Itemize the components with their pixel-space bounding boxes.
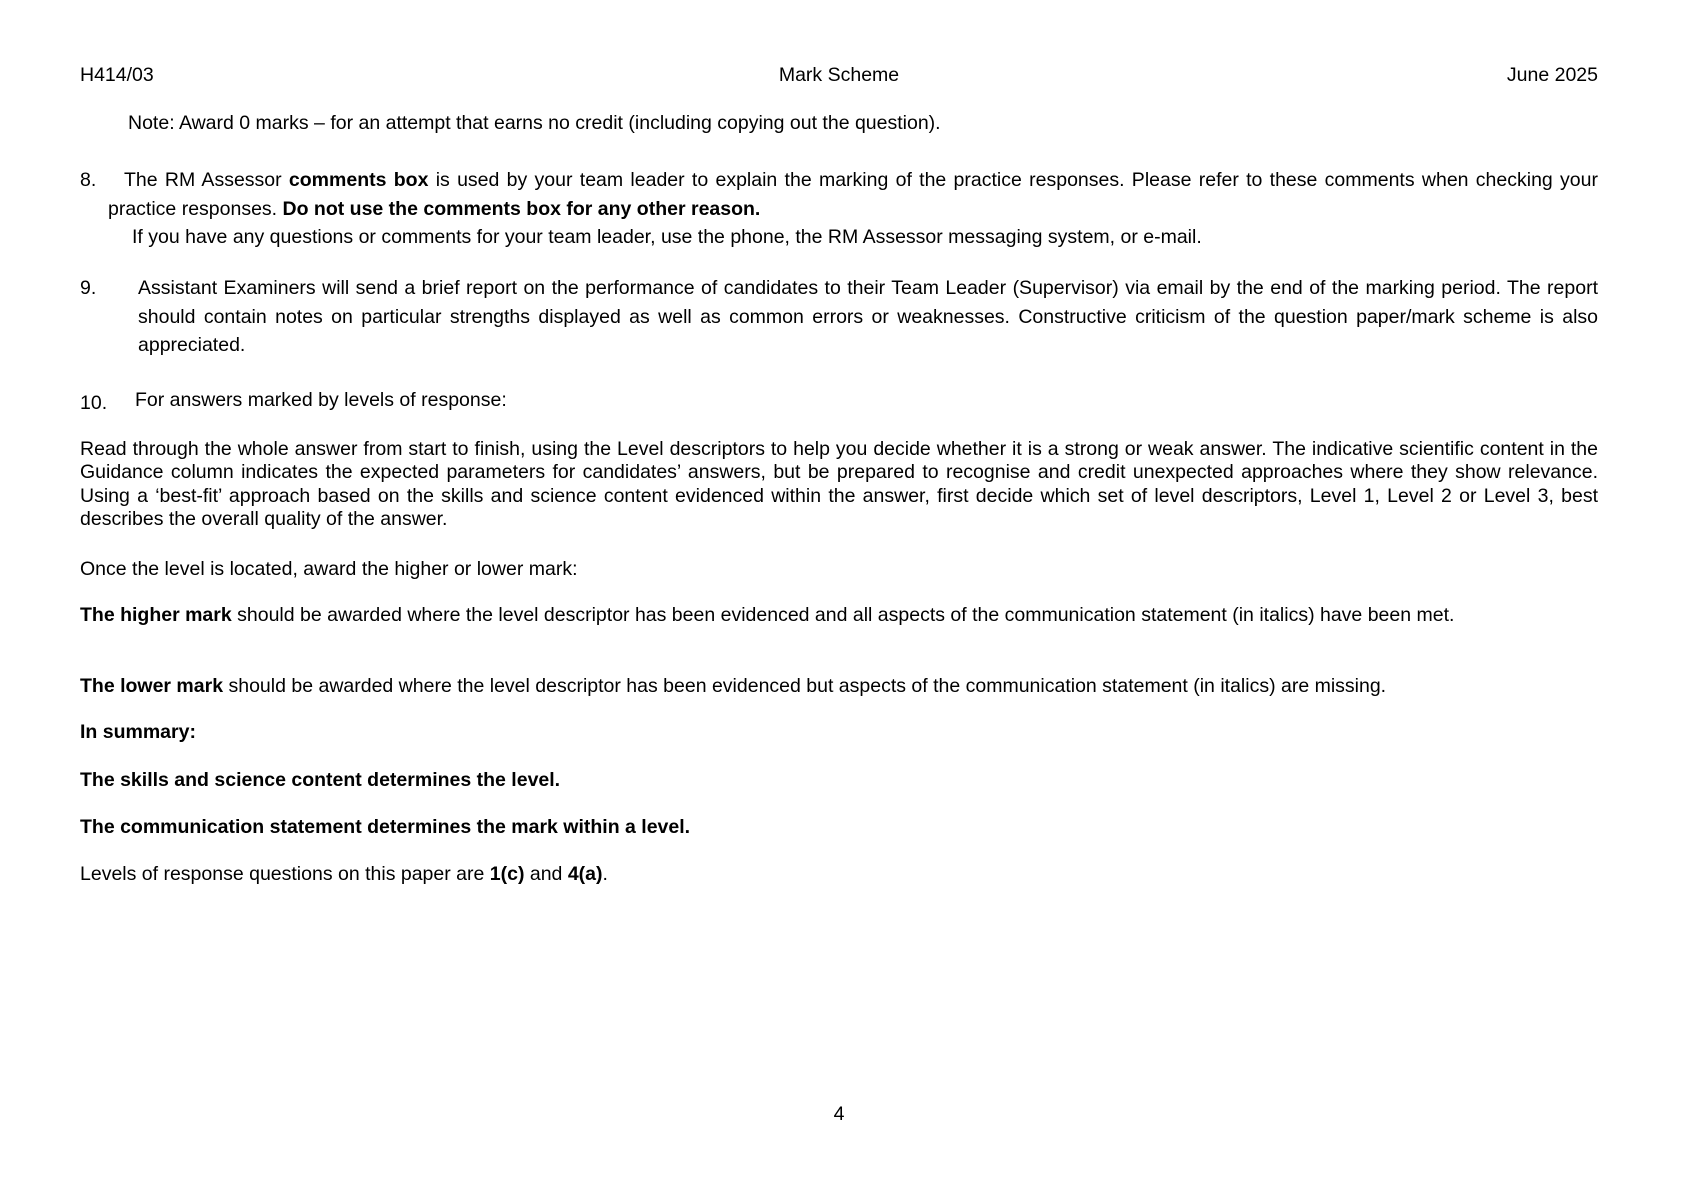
page-number: 4 bbox=[833, 1103, 845, 1125]
note-line: Note: Award 0 marks – for an attempt that earns no credit (including copying out the question). bbox=[128, 112, 941, 134]
item-body bbox=[138, 274, 1598, 360]
text-run: should be awarded where the level descriptor has been evidenced but aspects of the communication statement (in italics) are missing. bbox=[223, 675, 1387, 697]
text-run: and bbox=[524, 863, 568, 885]
read-through-paragraph: Read through the whole answer from start to finish, using the Level descriptors to help you decide whether it is a strong or weak answer. The indicative scientific content in the Guidance column indicates the expected parameters for candidates’ answers, but be prepared to recognise and credit unexpected approaches where they show relevance. Using a ‘best-fit’ approach based on the skills and science content evidenced within the answer, first decide which set of level descriptors, Level 1, Level 2 or Level 3, best describes the overall quality of the answer. bbox=[80, 438, 1598, 530]
once-level-located-line: Once the level is located, award the higher or lower mark: bbox=[80, 558, 578, 580]
text-run: . bbox=[602, 863, 608, 885]
bold-run: 1(c) bbox=[489, 863, 525, 885]
text-run: Levels of response questions on this paper are bbox=[80, 863, 490, 885]
item-9-paragraph: Assistant Examiners will send a brief report on the performance of candidates to their Team Leader (Supervisor) via email by the end of the marking period. The report should contain notes on particular strengths displayed as well as common errors or weaknesses. Constructive criticism of the question paper/mark scheme is also appreciated. bbox=[138, 277, 1598, 356]
doc-title: Mark Scheme bbox=[778, 64, 900, 86]
bold-run: 4(a) bbox=[567, 863, 603, 885]
text-run: should be awarded where the level descriptor has been evidenced and all aspects of the communication statement (in italics) have been met. bbox=[231, 604, 1455, 626]
numbered-item-9 bbox=[80, 274, 1598, 360]
item-8-paragraph bbox=[108, 166, 1598, 223]
text-run: is used by your team leader to explain the marking of the practice responses. Please refer to these comments when checking your practice responses. bbox=[108, 169, 1598, 220]
doc-code: H414/03 bbox=[80, 64, 154, 86]
numbered-item-8 bbox=[80, 166, 1598, 252]
numbered-item-10 bbox=[80, 389, 1598, 418]
item-number: 10. bbox=[80, 392, 108, 414]
bold-run: Do not use the comments box for any other reason. bbox=[282, 197, 761, 220]
bold-run: comments box bbox=[288, 169, 429, 191]
text-run: The RM Assessor bbox=[124, 169, 289, 191]
levels-of-response-line bbox=[80, 863, 1598, 886]
bold-run: The higher mark bbox=[80, 604, 232, 626]
higher-mark-paragraph bbox=[80, 604, 1598, 627]
item-8-extra-line: If you have any questions or comments for your team leader, use the phone, the RM Assessor messaging system, or e-mail. bbox=[132, 226, 1202, 248]
item-number: 8. bbox=[80, 169, 97, 191]
item-10-paragraph: For answers marked by levels of response: bbox=[135, 389, 507, 411]
lower-mark-paragraph bbox=[80, 675, 1598, 698]
item-body bbox=[108, 166, 1598, 252]
summary-line-communication: The communication statement determines the mark within a level. bbox=[80, 816, 691, 838]
page-header bbox=[80, 64, 1598, 87]
bold-run: The lower mark bbox=[80, 675, 224, 697]
item-number: 9. bbox=[80, 277, 97, 299]
item-body bbox=[135, 389, 1598, 412]
summary-line-skills: The skills and science content determines the level. bbox=[80, 769, 561, 791]
in-summary-heading: In summary: bbox=[80, 721, 196, 743]
doc-session: June 2025 bbox=[1506, 64, 1598, 86]
